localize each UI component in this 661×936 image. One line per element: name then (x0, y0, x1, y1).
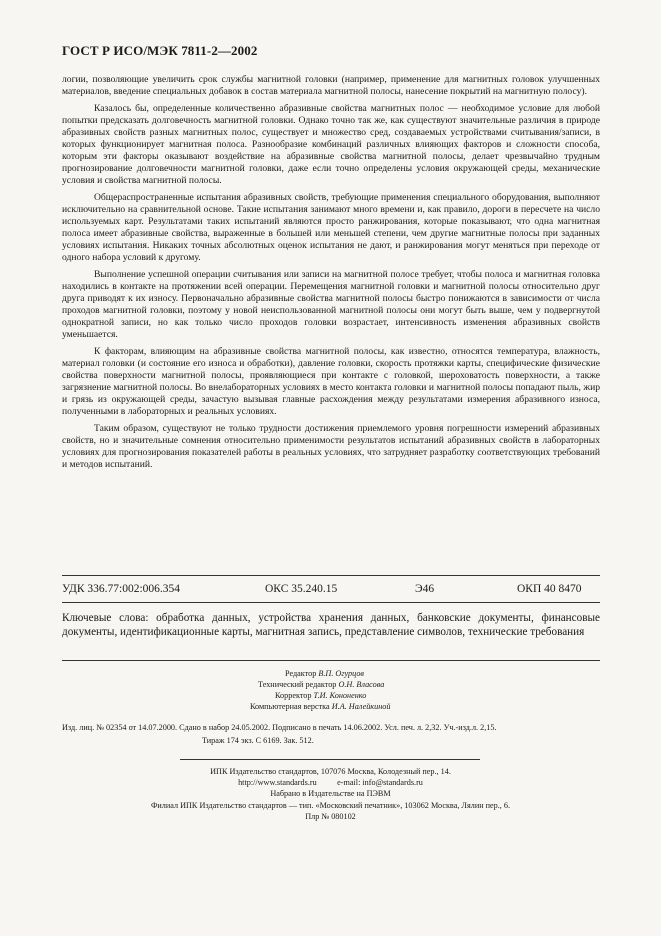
paragraph: Казалось бы, определенные количественно абразивные свойства магнитных полос — необходимое условие для любой попытки предсказать долговечность магнитной головки. Однако точно так же, как существуют значительные различия в природе абразивных свойств разных магнитных полос, существует и множество сред, создаваемых устройствами считывания/записи, в которых функционирует магнитная полоса. Разнообразие комбинаций различных влияющих факторов и сложности способа, которым эти факторы оказывают воздействие на абразивные свойства магнитной полосы, делает чрезвычайно трудным прогнозирование долговечности магнитной головки, даже если точно определены условия окружающей среды, механические условия и свойства магнитной полосы. (62, 102, 600, 187)
standard-header: ГОСТ Р ИСО/МЭК 7811-2—2002 (62, 43, 258, 58)
oks-code: ОКС 35.240.15 (265, 583, 338, 595)
body-text (62, 74, 600, 471)
imprint-line: Плр № 080102 (305, 811, 356, 821)
paragraph: Выполнение успешной операции считывания или записи на магнитной полосе требует, чтобы полоса и магнитная головка находились в контакте на протяжении всей операции. Перемещения магнитной головки и магнитной полосы относительно друг друга приводят к их износу. Первоначально абразивные свойства магнитной полосы быстро понижаются в зависимости от числа проходов магнитной головки, поэтому у новой неиспользованной магнитной полосы они могут быть выше, чем у подвергнутой однократной записи, но как только число проходов головки возрастает, интенсивность изменения абразивных свойств уменьшается. (62, 268, 600, 341)
layout-credit: Компьютерная верстка И.А. Налейкиной (250, 702, 391, 711)
imprint-line: Филиал ИПК Издательство стандартов — тип. «Московский печатник», 103062 Москва, Лялин пер., 6. (150, 800, 511, 810)
pub-info-line: Тираж 174 экз. С 6169. Зак. 512. (202, 735, 314, 745)
imprint-line: ИПК Издательство стандартов, 107076 Москва, Колодезный пер., 14. (210, 767, 451, 776)
bottom-divider (62, 660, 600, 661)
imprint (0, 766, 661, 822)
imprint-line: http://www.standards.ru e-mail: info@standards.ru (238, 778, 423, 788)
top-divider (62, 575, 600, 576)
okp-code: ОКП 40 8470 (517, 583, 582, 595)
paragraph: Таким образом, существуют не только трудности достижения приемлемого уровня погрешности измерений абразивных свойств, но и значительные сомнения относительно применимости результатов испытаний абразивных свойств в лабораторных условиях для прогнозирования показателей работы в реальных условиях, что затрудняет разработку соответствующих требований и методов испытаний. (62, 423, 600, 471)
tech-editor-credit: Технический редактор О.Н. Власова (258, 680, 385, 689)
pub-info-line: Изд. лиц. № 02354 от 14.07.2000. Сдано в набор 24.05.2002. Подписано в печать 14.06.2002. Усл. печ. л. 2,32. Уч.-изд.л. 2,15. (62, 723, 497, 732)
editor-credit: Редактор В.П. Огурцов (285, 669, 364, 678)
udk-code: УДК 336.77:002:006.354 (62, 583, 181, 595)
imprint-line: Набрано в Издательстве на ПЭВМ (270, 789, 391, 799)
imprint-divider (180, 759, 480, 760)
paragraph: К факторам, влияющим на абразивные свойства магнитной полосы, как известно, относятся температура, влажность, материал головки (и состояние его износа и обработки), давление головки, скорость протяжки карты, специфические физические свойства поверхности магнитной полосы, проявляющиеся при контакте с головкой, шероховатость поверхности, а также загрязнение магнитной полосы. Во внелабораторных условиях в место контакта головки и магнитной полосы попадают пыль, жир и грязь из окружающей среды, зачастую вызывая главные расхождения между результатами измерения абразивного износа, полученными в лабораторных и реальных условиях. (62, 345, 600, 418)
publication-info (62, 722, 622, 747)
group-code: Э46 (415, 583, 435, 595)
paragraph: Общераспространенные испытания абразивных свойств, требующие применения специального оборудования, выполняют исключительно на сравнительной основе. Такие испытания занимают много времени и, как правило, дороги в пересчете на число используемых карт. Результатами таких испытаний являются просто ранжирования, которые показывают, что одна магнитная полоса имеет абразивные свойства, выраженные в большей или меньшей степени, чем другие магнитные полосы при заданных условиях испытания. Никаких точных абсолютных оценок испытания не дают, и ранжирования могут меняться при переходе от одного набора условий к другому. (62, 191, 600, 264)
proofreader-credit: Корректор Т.И. Кононенко (275, 691, 367, 700)
middle-divider (62, 602, 600, 603)
paragraph: логии, позволяющие увеличить срок службы магнитной головки (например, применение для магнитных головок улучшенных материалов, введение специальных добавок в состав материала магнитной полосы, нанесение покрытий на магнитную полосу). (62, 74, 600, 98)
keywords: Ключевые слова: обработка данных, устройства хранения данных, банковские документы, финансовые документы, идентификационные карты, магнитная запись, представление символов, технические требования (62, 612, 600, 638)
